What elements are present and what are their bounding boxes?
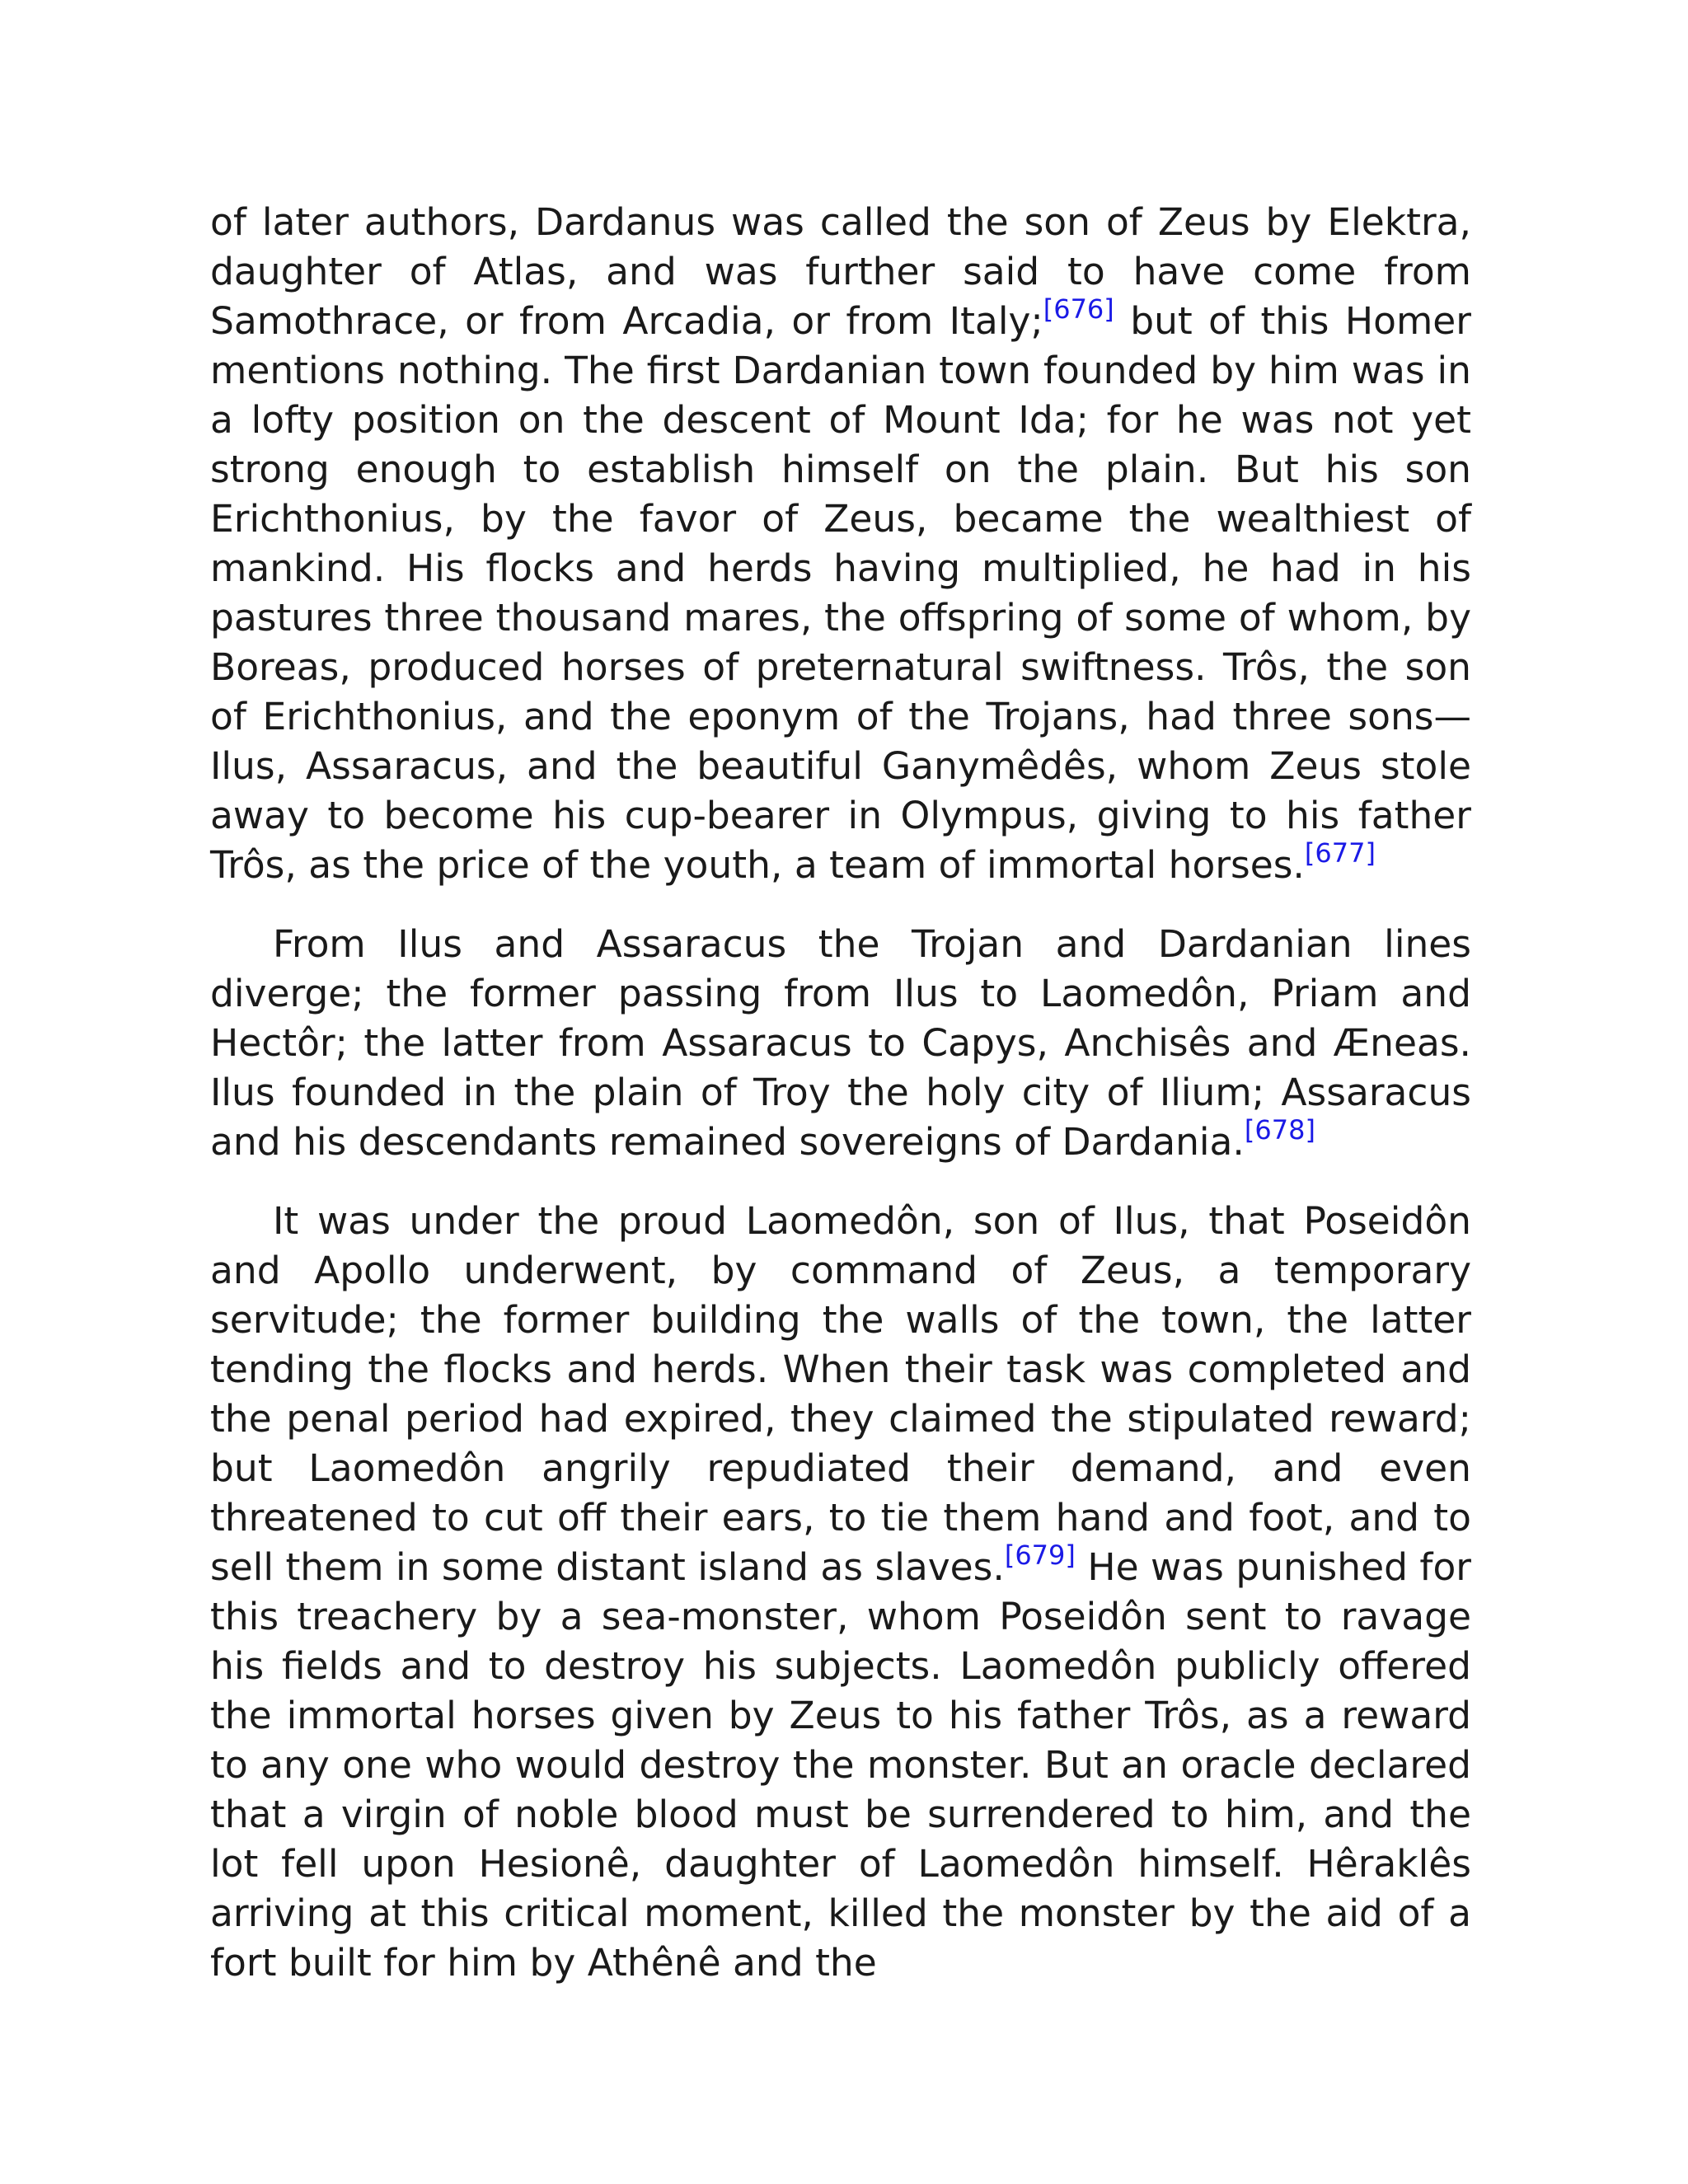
paragraph-text: He was punished for this treachery by a sea-monster, whom Poseidôn sent to ravage his fields and to destroy his subjects. Laomedôn publicly offered the immortal horses given by Zeus to his father Trôs, as a reward to any one who would destroy the monster. But an oracle declared that a virgin of noble blood must be surrendered to him, and the lot fell upon Hesionê, daughter of Laomedôn himself. Hêraklês arriving at this critical moment, killed the monster by the aid of a fort built for him by Athênê and the	[210, 1545, 1471, 1985]
paragraph-3	[210, 1197, 1471, 1988]
footnote-link-678[interactable]: [678]	[1244, 1114, 1315, 1146]
paragraph-text: It was under the proud Laomedôn, son of Ilus, that Poseidôn and Apollo underwent, by command of Zeus, a temporary servitude; the former building the walls of the town, the latter tending the flocks and herds. When their task was completed and the penal period had expired, they claimed the stipulated reward; but Laomedôn angrily repudiated their demand, and even threatened to cut off their ears, to tie them hand and foot, and to sell them in some distant island as slaves.	[210, 1199, 1471, 1589]
footnote-link-679[interactable]: [679]	[1004, 1540, 1076, 1571]
document-page	[210, 198, 1471, 1988]
paragraph-text: but of this Homer mentions nothing. The first Dardanian town founded by him was in a lofty position on the descent of Mount Ida; for he was not yet strong enough to establish himself on the plain. But his son Erichthonius, by the favor of Zeus, became the wealthiest of mankind. His flocks and herds having multiplied, he had in his pastures three thousand mares, the offspring of some of whom, by Boreas, produced horses of preternatural swiftness. Trôs, the son of Erichthonius, and the eponym of the Trojans, had three sons—Ilus, Assaracus, and the beautiful Ganymêdês, whom Zeus stole away to become his cup-bearer in Olympus, giving to his father Trôs, as the price of the youth, a team of immortal horses.	[210, 299, 1471, 887]
paragraph-text: of later authors, Dardanus was called the son of Zeus by Elektra, daughter of Atlas, and was further said to have come from Samothrace, or from Arcadia, or from Italy;	[210, 200, 1471, 343]
paragraph-text: From Ilus and Assaracus the Trojan and Dardanian lines diverge; the former passing from Ilus to Laomedôn, Priam and Hectôr; the latter from Assaracus to Capys, Anchisês and Æneas. Ilus founded in the plain of Troy the holy city of Ilium; Assaracus and his descendants remained sovereigns of Dardania.	[210, 922, 1471, 1164]
paragraph-1	[210, 198, 1471, 890]
footnote-link-677[interactable]: [677]	[1304, 837, 1376, 869]
footnote-link-676[interactable]: [676]	[1043, 293, 1114, 325]
paragraph-2	[210, 920, 1471, 1167]
